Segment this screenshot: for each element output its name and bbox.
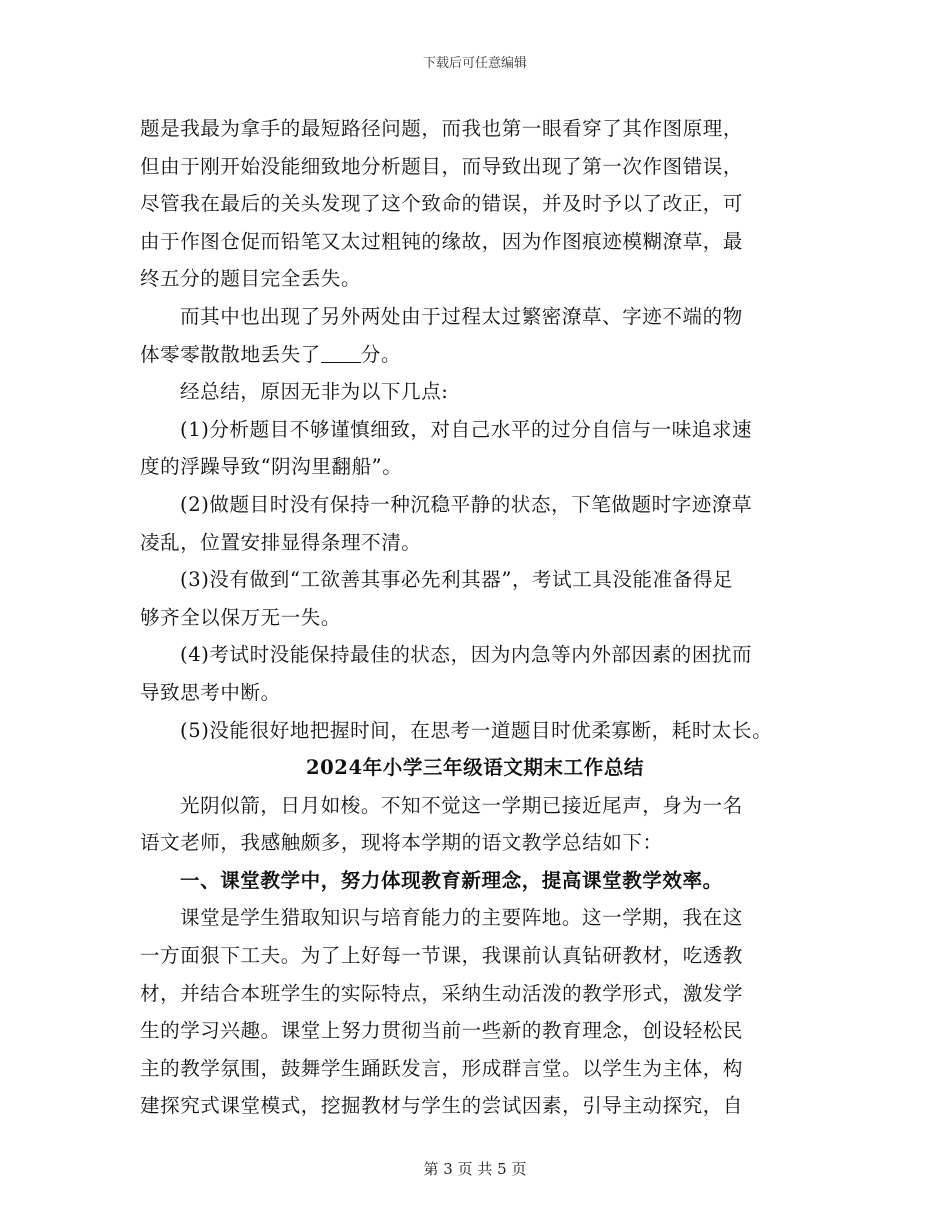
text-line: 凌乱，位置安排显得条理不清。 — [140, 530, 422, 554]
text-line: 而其中也出现了另外两处由于过程太过繁密潦草、字迹不端的物 — [180, 304, 743, 328]
fill-in-blank — [321, 344, 361, 363]
document-body — [140, 110, 810, 1125]
text-line: (1)分析题目不够谨慎细致，对自己水平的过分自信与一味追求速 — [180, 417, 753, 441]
text-line: 够齐全以保万无一失。 — [140, 605, 342, 629]
text-line: (3)没有做到“工欲善其事必先利其器”，考试工具没能准备得足 — [180, 568, 734, 592]
text-line: 语文老师，我感触颇多，现将本学期的语文教学总结如下： — [140, 831, 663, 855]
page-number-footer: 第 3 页 共 5 页 — [423, 1160, 527, 1178]
text-line: 但由于刚开始没能细致地分析题目，而导致出现了第一次作图错误， — [140, 154, 744, 178]
text-line: 度的浮躁导致“阴沟里翻船”。 — [140, 455, 403, 479]
text-line: 生的学习兴趣。课堂上努力贯彻当前一些新的教育理念，创设轻松民 — [140, 1019, 744, 1043]
page-header-note: 下载后可任意编辑 — [422, 56, 527, 71]
text-line: 建探究式课堂模式，挖掘教材与学生的尝试因素，引导主动探究，自 — [140, 1094, 744, 1118]
text-line: (4)考试时没能保持最佳的状态，因为内急等内外部因素的困扰而 — [180, 643, 753, 667]
text-line: 尽管我在最后的关头发现了这个致命的错误，并及时予以了改正，可 — [140, 192, 744, 216]
text-line: 由于作图仓促而铅笔又太过粗钝的缘故，因为作图痕迹模糊潦草，最 — [140, 229, 744, 253]
text-line: 导致思考中断。 — [140, 680, 281, 704]
text-line: 题是我最为拿手的最短路径问题，而我也第一眼看穿了其作图原理， — [140, 117, 744, 140]
text-line-part: 分。 — [360, 342, 402, 366]
text-line-with-blank — [140, 336, 810, 374]
text-line: 主的教学氛围，鼓舞学生踊跃发言，形成群言堂。以学生为主体，构 — [140, 1056, 744, 1080]
text-line: 课堂是学生猎取知识与培育能力的主要阵地。这一学期，我在这 — [180, 906, 743, 930]
text-line: 终五分的题目完全丢失。 — [140, 267, 362, 291]
subsection-heading: 一、课堂教学中，努力体现教育新理念，提高课堂教学效率。 — [180, 868, 723, 892]
text-line: 材，并结合本班学生的实际特点，采纳生动活泼的教学形式，激发学 — [140, 981, 744, 1005]
section-title: 2024年小学三年级语文期末工作总结 — [305, 756, 645, 780]
text-line-part: 体零零散散地丢失了 — [140, 342, 321, 366]
text-line: 经总结，原因无非为以下几点: — [180, 380, 449, 404]
text-line: 光阴似箭，日月如梭。不知不觉这一学期已接近尾声，身为一名 — [180, 793, 743, 817]
text-line: 一方面狠下工夫。为了上好每一节课，我课前认真钻研教材，吃透教 — [140, 944, 744, 968]
text-line: (2)做题目时没有保持一种沉稳平静的状态，下笔做题时字迹潦草 — [180, 492, 753, 516]
text-line: (5)没能很好地把握时间，在思考一道题目时优柔寡断，耗时太长。 — [180, 718, 773, 742]
